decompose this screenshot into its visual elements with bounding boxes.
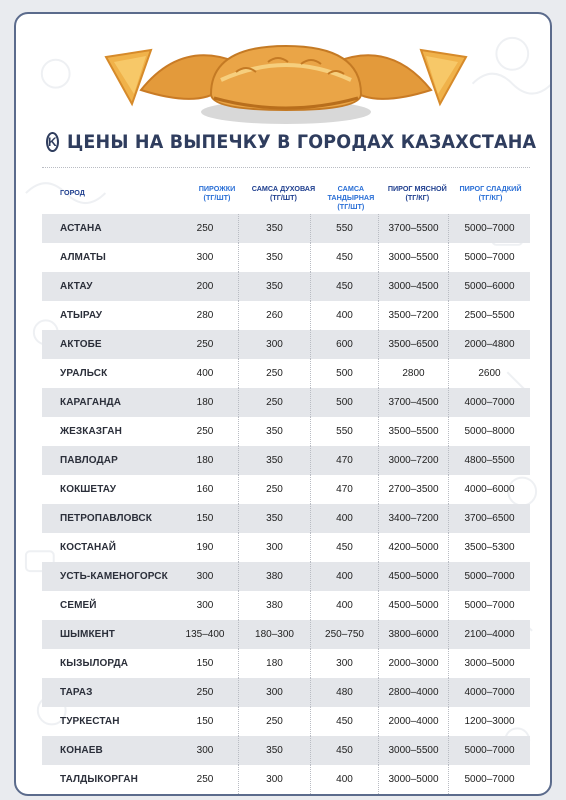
cell-samsa-tandyr: 400 xyxy=(310,504,378,533)
cell-samsa-oven: 380 xyxy=(238,562,310,591)
cell-sweet-pie: 5000–6000 xyxy=(448,272,530,301)
cell-meat-pie: 2800 xyxy=(378,359,448,388)
cell-sweet-pie: 5000–8000 xyxy=(448,417,530,446)
cell-city: КАРАГАНДА xyxy=(60,397,122,408)
cell-city: АКТАУ xyxy=(60,281,93,292)
cell-samsa-oven: 350 xyxy=(238,214,310,243)
cell-samsa-tandyr: 400 xyxy=(310,591,378,620)
cell-samsa-tandyr: 300 xyxy=(310,649,378,678)
cell-city: ЖЕЗКАЗГАН xyxy=(60,426,122,437)
table-row xyxy=(42,475,530,504)
cell-pirozhki: 250 xyxy=(196,339,214,350)
cell-sweet-pie: 2500–5500 xyxy=(448,301,530,330)
cell-samsa-tandyr: 470 xyxy=(310,446,378,475)
cell-meat-pie: 2800–4000 xyxy=(378,678,448,707)
table-body xyxy=(42,214,530,794)
cell-samsa-tandyr: 400 xyxy=(310,765,378,794)
price-card xyxy=(14,12,552,796)
table-row xyxy=(42,736,530,765)
table-row xyxy=(42,678,530,707)
cell-meat-pie: 3800–6000 xyxy=(378,620,448,649)
table-row xyxy=(42,272,530,301)
cell-meat-pie: 3700–4500 xyxy=(378,388,448,417)
cell-city: ПАВЛОДАР xyxy=(60,455,118,466)
table-row xyxy=(42,620,530,649)
column-header-samsa-tandyr: САМСА ТАНДЫРНАЯ (ТГ/ШТ) xyxy=(327,184,375,211)
table-row xyxy=(42,533,530,562)
cell-samsa-oven: 380 xyxy=(238,591,310,620)
cell-meat-pie: 4500–5000 xyxy=(378,562,448,591)
cell-pirozhki: 400 xyxy=(196,368,214,379)
cell-city: ПЕТРОПАВЛОВСК xyxy=(60,513,152,524)
cell-pirozhki: 250 xyxy=(196,687,214,698)
cell-pirozhki: 180 xyxy=(196,397,214,408)
cell-sweet-pie: 1200–3000 xyxy=(448,707,530,736)
cell-sweet-pie: 5000–7000 xyxy=(448,214,530,243)
cell-sweet-pie: 4000–7000 xyxy=(448,678,530,707)
cell-city: АКТОБЕ xyxy=(60,339,102,350)
table-row xyxy=(42,301,530,330)
cell-samsa-oven: 350 xyxy=(238,272,310,301)
cell-samsa-tandyr: 400 xyxy=(310,562,378,591)
cell-samsa-tandyr: 450 xyxy=(310,272,378,301)
table-row xyxy=(42,359,530,388)
table-row xyxy=(42,330,530,359)
column-header-pirozhki: ПИРОЖКИ (ТГ/ШТ) xyxy=(198,184,236,202)
cell-city: КЫЗЫЛОРДА xyxy=(60,658,129,669)
cell-samsa-oven: 350 xyxy=(238,417,310,446)
cell-sweet-pie: 3700–6500 xyxy=(448,504,530,533)
cell-sweet-pie: 5000–7000 xyxy=(448,736,530,765)
table-row xyxy=(42,417,530,446)
cell-meat-pie: 2700–3500 xyxy=(378,475,448,504)
cell-meat-pie: 4200–5000 xyxy=(378,533,448,562)
cell-sweet-pie: 4000–6000 xyxy=(448,475,530,504)
cell-samsa-oven: 300 xyxy=(238,765,310,794)
column-header-city: ГОРОД xyxy=(60,188,85,197)
cell-samsa-tandyr: 500 xyxy=(310,388,378,417)
cell-sweet-pie: 3500–5300 xyxy=(448,533,530,562)
cell-sweet-pie: 2600 xyxy=(448,359,530,388)
cell-pirozhki: 135–400 xyxy=(185,629,225,640)
table-row xyxy=(42,591,530,620)
cell-samsa-oven: 250 xyxy=(238,359,310,388)
cell-city: ТАРАЗ xyxy=(60,687,93,698)
page-title: ЦЕНЫ НА ВЫПЕЧКУ В ГОРОДАХ КАЗАХСТАНА xyxy=(66,131,536,153)
cell-pirozhki: 150 xyxy=(196,716,214,727)
cell-pirozhki: 200 xyxy=(196,281,214,292)
cell-meat-pie: 3000–7200 xyxy=(378,446,448,475)
cell-pirozhki: 150 xyxy=(196,658,214,669)
cell-samsa-tandyr: 450 xyxy=(310,736,378,765)
cell-meat-pie: 3500–5500 xyxy=(378,417,448,446)
cell-sweet-pie: 5000–7000 xyxy=(448,243,530,272)
cell-pirozhki: 250 xyxy=(196,426,214,437)
cell-samsa-tandyr: 600 xyxy=(310,330,378,359)
cell-samsa-tandyr: 450 xyxy=(310,243,378,272)
cell-city: АСТАНА xyxy=(60,223,102,234)
column-header-samsa-oven: САМСА ДУХОВАЯ (ТГ/ШТ) xyxy=(251,184,316,202)
cell-samsa-tandyr: 450 xyxy=(310,707,378,736)
table-row xyxy=(42,765,530,794)
cell-pirozhki: 160 xyxy=(196,484,214,495)
cell-sweet-pie: 5000–7000 xyxy=(448,765,530,794)
cell-pirozhki: 300 xyxy=(196,252,214,263)
cell-meat-pie: 3500–7200 xyxy=(378,301,448,330)
cell-city: УРАЛЬСК xyxy=(60,368,108,379)
cell-samsa-tandyr: 480 xyxy=(310,678,378,707)
cell-samsa-tandyr: 500 xyxy=(310,359,378,388)
cell-pirozhki: 150 xyxy=(196,513,214,524)
cell-pirozhki: 180 xyxy=(196,455,214,466)
cell-samsa-oven: 350 xyxy=(238,504,310,533)
cell-samsa-oven: 300 xyxy=(238,678,310,707)
cell-pirozhki: 280 xyxy=(196,310,214,321)
cell-sweet-pie: 4800–5500 xyxy=(448,446,530,475)
cell-samsa-tandyr: 450 xyxy=(310,533,378,562)
pastry-illustration xyxy=(96,32,476,132)
table-row xyxy=(42,243,530,272)
table-header-row xyxy=(42,176,530,214)
title-row xyxy=(46,124,536,160)
table-row xyxy=(42,562,530,591)
cell-meat-pie: 3500–6500 xyxy=(378,330,448,359)
cell-city: АЛМАТЫ xyxy=(60,252,106,263)
cell-city: АТЫРАУ xyxy=(60,310,103,321)
cell-samsa-tandyr: 550 xyxy=(310,417,378,446)
cell-pirozhki: 190 xyxy=(196,542,214,553)
cell-pirozhki: 300 xyxy=(196,745,214,756)
cell-sweet-pie: 4000–7000 xyxy=(448,388,530,417)
cell-sweet-pie: 3000–5000 xyxy=(448,649,530,678)
cell-city: КОСТАНАЙ xyxy=(60,542,116,553)
table-row xyxy=(42,707,530,736)
cell-sweet-pie: 2100–4000 xyxy=(448,620,530,649)
cell-samsa-oven: 250 xyxy=(238,388,310,417)
cell-samsa-oven: 260 xyxy=(238,301,310,330)
cell-samsa-tandyr: 400 xyxy=(310,301,378,330)
cell-samsa-oven: 250 xyxy=(238,475,310,504)
price-table xyxy=(42,176,530,794)
cell-pirozhki: 250 xyxy=(196,774,214,785)
cell-meat-pie: 2000–4000 xyxy=(378,707,448,736)
cell-meat-pie: 3700–5500 xyxy=(378,214,448,243)
cell-pirozhki: 300 xyxy=(196,571,214,582)
cell-samsa-oven: 350 xyxy=(238,736,310,765)
table-row xyxy=(42,649,530,678)
cell-sweet-pie: 5000–7000 xyxy=(448,562,530,591)
column-header-sweet-pie: ПИРОГ СЛАДКИЙ (ТГ/КГ) xyxy=(459,184,522,202)
cell-samsa-tandyr: 550 xyxy=(310,214,378,243)
table-row xyxy=(42,504,530,533)
cell-sweet-pie: 5000–7000 xyxy=(448,591,530,620)
cell-city: КОКШЕТАУ xyxy=(60,484,117,495)
cell-city: СЕМЕЙ xyxy=(60,600,97,611)
cell-samsa-oven: 180–300 xyxy=(238,620,310,649)
cell-meat-pie: 3000–5500 xyxy=(378,243,448,272)
cell-city: ТАЛДЫКОРГАН xyxy=(60,774,138,785)
table-row xyxy=(42,446,530,475)
cell-meat-pie: 3400–7200 xyxy=(378,504,448,533)
title-divider xyxy=(42,167,530,168)
cell-meat-pie: 4500–5000 xyxy=(378,591,448,620)
cell-sweet-pie: 2000–4800 xyxy=(448,330,530,359)
cell-samsa-oven: 250 xyxy=(238,707,310,736)
table-row xyxy=(42,388,530,417)
cell-samsa-oven: 300 xyxy=(238,533,310,562)
table-row xyxy=(42,214,530,243)
cell-pirozhki: 250 xyxy=(196,223,214,234)
cell-city: УСТЬ-КАМЕНОГОРСК xyxy=(60,571,168,582)
cell-samsa-tandyr: 250–750 xyxy=(310,620,378,649)
cell-city: ТУРКЕСТАН xyxy=(60,716,120,727)
cell-samsa-oven: 350 xyxy=(238,446,310,475)
column-header-meat-pie: ПИРОГ МЯСНОЙ (ТГ/КГ) xyxy=(387,184,447,202)
brand-logo-icon: K xyxy=(46,132,59,152)
cell-samsa-oven: 300 xyxy=(238,330,310,359)
cell-meat-pie: 3000–4500 xyxy=(378,272,448,301)
cell-samsa-oven: 180 xyxy=(238,649,310,678)
cell-samsa-oven: 350 xyxy=(238,243,310,272)
cell-pirozhki: 300 xyxy=(196,600,214,611)
cell-city: ШЫМКЕНТ xyxy=(60,629,115,640)
cell-meat-pie: 2000–3000 xyxy=(378,649,448,678)
cell-meat-pie: 3000–5500 xyxy=(378,736,448,765)
cell-meat-pie: 3000–5000 xyxy=(378,765,448,794)
cell-city: КОНАЕВ xyxy=(60,745,103,756)
cell-samsa-tandyr: 470 xyxy=(310,475,378,504)
